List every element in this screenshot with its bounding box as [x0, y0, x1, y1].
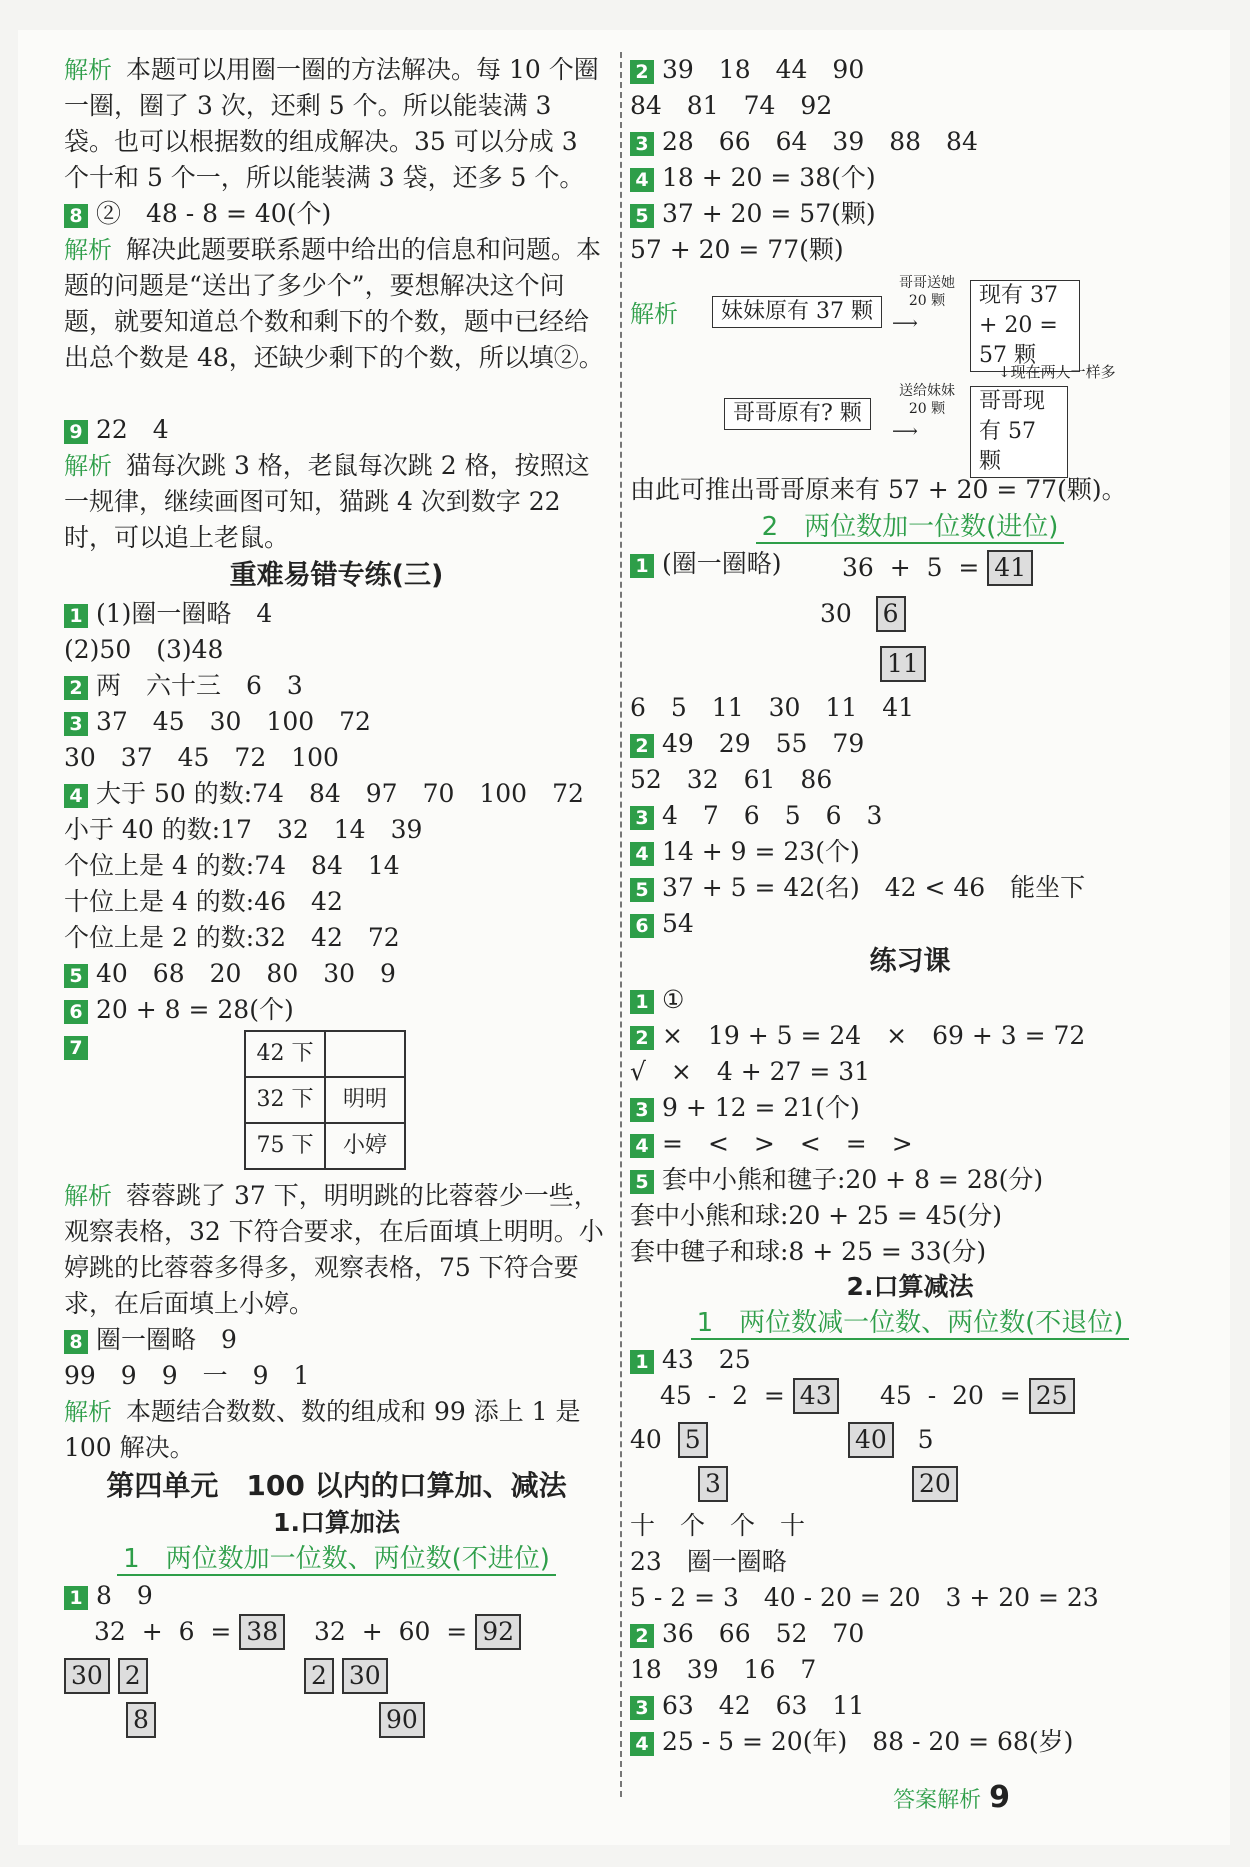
right-column — [630, 52, 1190, 1760]
answer-3d: 3 63 42 63 11 — [630, 1688, 1190, 1724]
topic-title: 1 两位数加一位数、两位数(不进位) — [64, 1540, 609, 1578]
answer-3: 3 37 45 30 100 72 — [64, 704, 609, 740]
calc-d: 45 - 2 = 43 — [660, 1378, 839, 1414]
answer-line: 57 + 20 = 77(颗) — [630, 235, 844, 264]
answer-3r: 3 28 66 64 39 88 84 — [630, 124, 1190, 160]
practice-1: 1 ① — [630, 982, 1190, 1018]
answer-5: 5 40 68 20 80 30 9 — [64, 956, 609, 992]
answer-1-sub: 1 43 25 — [630, 1342, 1190, 1378]
practice-2: 2 × 19 + 5 = 24 × 69 + 3 = 72 — [630, 1018, 1190, 1054]
topic-title: 2 两位数加一位数(进位) — [630, 508, 1190, 546]
page-number: 9 — [989, 1780, 1010, 1815]
conclusion: 由此可推出哥哥原来有 57 + 20 = 77(颗)。 — [630, 475, 1127, 504]
subsection-title: 2.口算减法 — [846, 1272, 974, 1301]
arrow-icon: ⟶ — [892, 313, 918, 334]
answer-line: 23 圈一圈略 — [630, 1547, 787, 1576]
answer-line: 套中小熊和球:20 + 25 = 45(分) — [630, 1201, 1003, 1230]
unit-title: 第四单元 100 以内的口算加、减法 — [106, 1469, 567, 1502]
page-footer — [893, 1780, 1010, 1815]
column-divider — [620, 52, 622, 1797]
calc-b-split: 2 30 — [304, 1658, 388, 1694]
answer-line: √ × 4 + 27 = 31 — [630, 1057, 871, 1086]
answer-6c: 6 54 — [630, 906, 1190, 942]
topic-title: 1 两位数减一位数、两位数(不退位) — [630, 1304, 1190, 1342]
answer-4c: 4 14 + 9 = 23(个) — [630, 834, 1190, 870]
answer-4: 4 大于 50 的数:74 84 97 70 100 72 — [64, 776, 609, 812]
answer-7: 7 42 下 32 下 明明 75 下 小婷 — [64, 1028, 609, 1178]
explanation-7: 解析 蓉蓉跳了 37 下，明明跳的比蓉蓉少一些，观察表格，32 下符合要求，在后面填上明明。小婷跳的比蓉蓉多得多，观察表格，75 下符合要求，在后面填上小婷。 — [64, 1181, 604, 1318]
answer-1-carry: 1 (圈一圈略) 36 + 5 = 41 30 6 11 — [630, 546, 1190, 690]
answer-1: 1 (1)圈一圈略 4 — [64, 596, 609, 632]
answer-4d: 4 25 - 5 = 20(年) 88 - 20 = 68(岁) — [630, 1724, 1190, 1760]
answer-line: 6 5 11 30 11 41 — [630, 693, 915, 722]
footer-label: 答案解析 — [893, 1788, 982, 1813]
calc-e: 45 - 20 = 25 — [880, 1378, 1075, 1414]
answer-2r: 2 39 18 44 90 — [630, 52, 1190, 88]
practice-3: 3 9 + 12 = 21(个) — [630, 1090, 1190, 1126]
practice-5: 5 套中小熊和毽子:20 + 8 = 28(分) — [630, 1162, 1190, 1198]
subsection-title: 1.口算加法 — [273, 1508, 400, 1537]
calc-e-split: 40 5 — [848, 1422, 934, 1458]
left-column — [64, 52, 609, 1744]
answer-2: 2 两 六十三 6 3 — [64, 668, 609, 704]
answer-line: (2)50 (3)48 — [64, 635, 224, 664]
explanation-diagram: 解析 妹妹原有 37 颗 哥哥送她 20 颗 ⟶ 现有 37 + 20 = 57 颗 ↓现在两人一样多 哥哥原有? 颗 送给妹妹 20 颗 ⟶ 哥哥现有 57 颗 — [630, 268, 1190, 472]
jump-table: 42 下 32 下 明明 75 下 小婷 — [244, 1030, 406, 1170]
explanation-8b: 解析 本题结合数数、数的组成和 99 添上 1 是 100 解决。 — [64, 1397, 581, 1462]
calc-diagrams-sub — [630, 1378, 1190, 1508]
answer-line: 个位上是 2 的数:32 42 72 — [64, 923, 400, 952]
answer-3c: 3 4 7 6 5 6 3 — [630, 798, 1190, 834]
answer-8b: 8 圈一圈略 9 — [64, 1322, 609, 1358]
practice-4: 4 = < > < = > — [630, 1126, 1190, 1162]
explanation-8: 解析 解决此题要联系题中给出的信息和问题。本题的问题是“送出了多少个”，要想解决这个问题，就要知道总个数和剩下的个数，题中已经给出总个数是 48，还缺少剩下的个数，所以填②。 — [64, 235, 604, 372]
arrow-icon: ⟶ — [892, 421, 918, 442]
calc-diagrams — [64, 1614, 609, 1744]
calc-c-sum: 11 — [880, 646, 926, 682]
answer-line: 30 37 45 72 100 — [64, 743, 339, 772]
calc-d-sum: 3 — [698, 1466, 728, 1502]
answer-8: 8 ② 48 - 8 = 40(个) — [64, 196, 609, 232]
calc-a-split: 30 2 — [64, 1658, 148, 1694]
calc-b: 32 + 60 = 92 — [314, 1614, 521, 1650]
explanation-9: 解析 猫每次跳 3 格，老鼠每次跳 2 格，按照这一规律，继续画图可知，猫跳 4 次到数字 22 时，可以追上老鼠。 — [64, 451, 590, 552]
calc-e-sum: 20 — [912, 1466, 958, 1502]
answer-line: 十位上是 4 的数:46 42 — [64, 887, 343, 916]
answer-2c: 2 49 29 55 79 — [630, 726, 1190, 762]
calc-a-sum: 8 — [126, 1702, 156, 1738]
answer-line: 套中毽子和球:8 + 25 = 33(分) — [630, 1237, 987, 1266]
explanation: 解析 本题可以用圈一圈的方法解决。每 10 个圈一圈，圈了 3 次，还剩 5 个。所以能装满 3 袋。也可以根据数的组成解决。35 可以分成 3 个十和 5 个一，所以能装满 3 袋，还多 5 个。 — [64, 55, 599, 192]
calc-c-split: 30 6 — [820, 596, 906, 632]
answer-5r: 5 37 + 20 = 57(颗) — [630, 196, 1190, 232]
calc-c: 36 + 5 = 41 — [842, 550, 1033, 586]
answer-line: 18 39 16 7 — [630, 1655, 817, 1684]
answer-line: 52 32 61 86 — [630, 765, 833, 794]
answer-6: 6 20 + 8 = 28(个) — [64, 992, 609, 1028]
answer-line: 小于 40 的数:17 32 14 39 — [64, 815, 423, 844]
answer-9: 9 22 4 — [64, 412, 609, 448]
calc-a: 32 + 6 = 38 — [94, 1614, 285, 1650]
practice-title: 练习课 — [869, 946, 951, 977]
answer-line: 99 9 9 一 9 1 — [64, 1361, 310, 1390]
answer-line: 个位上是 4 的数:74 84 14 — [64, 851, 400, 880]
answer-line: 十 个 个 十 — [630, 1511, 806, 1540]
section-title: 重难易错专练(三) — [229, 560, 444, 591]
calc-b-sum: 90 — [379, 1702, 425, 1738]
answer-4r: 4 18 + 20 = 38(个) — [630, 160, 1190, 196]
calc-d-split: 40 5 — [630, 1422, 708, 1458]
answer-line: 84 81 74 92 — [630, 91, 833, 120]
answer-1-add: 1 8 9 — [64, 1578, 609, 1614]
answer-2d: 2 36 66 52 70 — [630, 1616, 1190, 1652]
answer-5c: 5 37 + 5 = 42(名) 42 < 46 能坐下 — [630, 870, 1190, 906]
answer-line: 5 - 2 = 3 40 - 20 = 20 3 + 20 = 23 — [630, 1583, 1099, 1612]
